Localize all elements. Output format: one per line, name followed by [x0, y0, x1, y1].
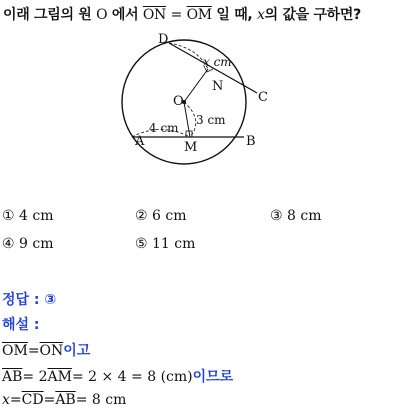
circle-label: O	[96, 7, 108, 23]
answer-value: ③	[44, 292, 57, 308]
circle-figure	[120, 32, 280, 192]
explanation-label: 해설 :	[2, 317, 40, 333]
variable-x: x	[257, 7, 265, 23]
answer-line	[2, 289, 56, 309]
answer-label: 정답 :	[2, 292, 40, 308]
question-pre: 이래 그림의 원	[3, 7, 92, 23]
explanation-line-1: $\overline{OM}=\overline{ON}$이고	[2, 343, 91, 359]
label-o: O	[173, 94, 184, 109]
question-mid2: 일 때,	[216, 7, 253, 23]
expl-am: $\overline{AM}$	[47, 369, 72, 385]
choice-2[interactable]: ② 6 cm	[135, 208, 187, 224]
explanation-line-3: $x=\overline{CD}=\overline{AB}= 8$ cm	[2, 392, 127, 408]
segment-om: $\overline{OM}$	[186, 7, 212, 23]
label-3cm: 3 cm	[196, 113, 226, 127]
equals-sign: =	[170, 7, 183, 23]
choice-3[interactable]: ③ 8 cm	[270, 208, 322, 224]
expl-ab: $\overline{AB}$	[2, 369, 23, 385]
segment-on-line	[184, 69, 208, 102]
label-4cm: 4 cm	[149, 121, 179, 135]
choice-1[interactable]: ① 4 cm	[2, 208, 54, 224]
expl-cd: $\overline{CD}$	[21, 392, 44, 408]
expl-ab-2: $\overline{AB}$	[55, 392, 76, 408]
label-c: C	[258, 90, 268, 105]
label-d: D	[158, 32, 169, 47]
label-a: A	[135, 134, 145, 149]
expl-om: $\overline{OM}$	[2, 343, 28, 359]
label-n: N	[212, 79, 224, 94]
label-m: M	[184, 140, 198, 155]
label-x-cm: x cm	[203, 55, 232, 69]
segment-on: $\overline{ON}$	[142, 7, 167, 23]
expl-on: $\overline{ON}$	[39, 343, 64, 359]
label-b: B	[246, 134, 256, 149]
choice-5[interactable]: ⑤ 11 cm	[135, 236, 196, 252]
question-text	[3, 4, 361, 24]
question-mid1: 에서	[111, 7, 139, 23]
choice-4[interactable]: ④ 9 cm	[2, 236, 54, 252]
explanation-line-2: $\overline{AB}= 2\overline{AM}= 2 \times 4 = 8$ (cm)이므로	[2, 369, 234, 385]
question-post: 의 값을 구하면?	[264, 7, 361, 23]
